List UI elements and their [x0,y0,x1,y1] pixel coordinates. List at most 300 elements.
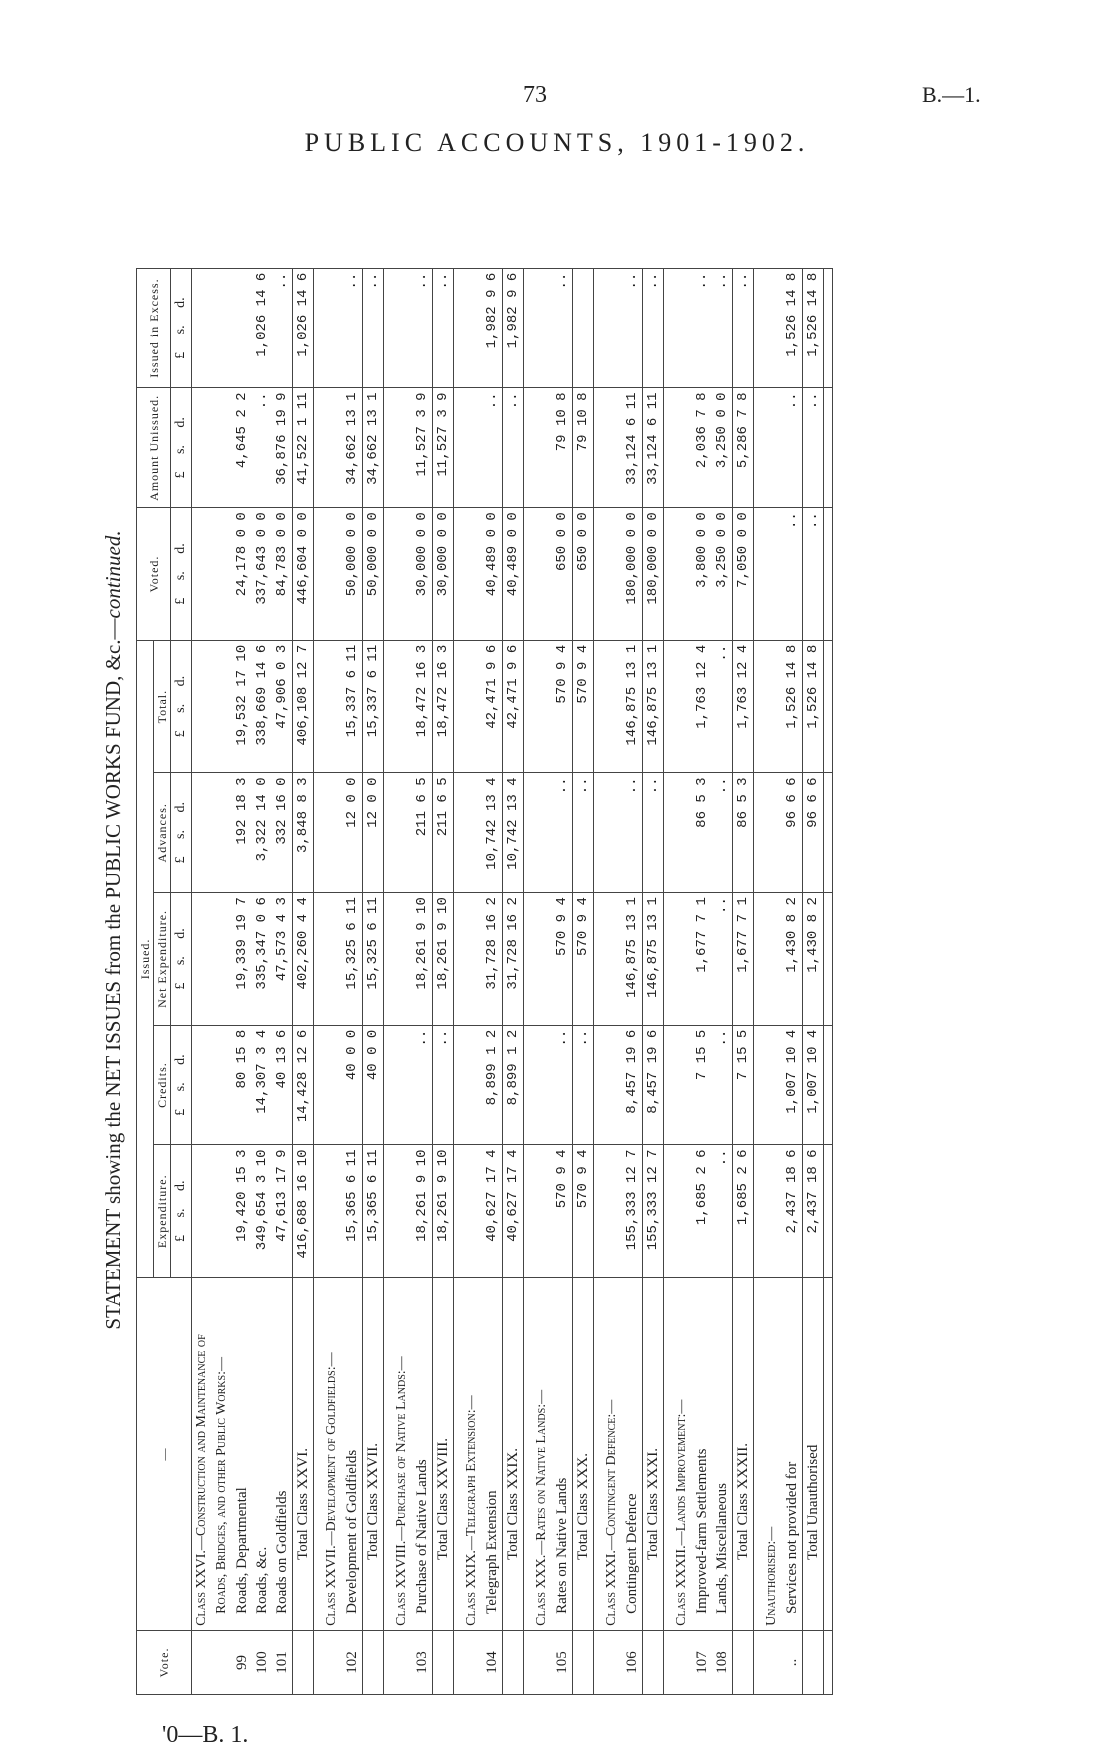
total-expenditure-value: 155,333 12 7 [643,1145,664,1278]
voted-value: 3,800 0 0 [692,508,712,641]
spacer-cell [384,508,393,641]
empty-cell [212,1025,232,1145]
expenditure-value: 19,420 15 3 [232,1145,252,1278]
total-value: 146,875 13 1 [622,640,643,773]
group-spacer [824,166,833,1695]
row-description: Roads on Goldfields [272,1278,293,1631]
empty-cell [672,773,692,893]
table-row [232,166,252,1695]
advances-value: 12 0 0 [342,773,363,893]
unissued-value: 36,876 19 9 [272,388,293,508]
empty-cell [322,1025,342,1145]
unissued-value: .. [482,388,503,508]
voted-value: 3,250 0 0 [712,508,733,641]
net-value: 1,430 8 2 [782,893,803,1026]
spacer-cell [384,893,393,1026]
expenditure-value: 15,365 6 11 [342,1145,363,1278]
vote-number: 103 [412,1630,433,1694]
advances-value: 192 18 3 [232,773,252,893]
vote-number: 107 [692,1630,712,1694]
spacer-cell [664,388,673,508]
total-credits-value: 7 15 5 [733,1025,754,1145]
net-expenditure-header: Net Expenditure. [154,893,171,1026]
class-total-row [573,166,594,1695]
total-label: Total Class XXXII. [733,1278,754,1631]
spacer-cell [824,388,833,508]
spacer-cell [664,508,673,641]
vote-cell [322,1630,342,1694]
vote-cell [392,1630,412,1694]
net-value: 47,573 4 3 [272,893,293,1026]
empty-cell [192,508,213,641]
net-value: 31,728 16 2 [482,893,503,1026]
empty-cell [602,773,622,893]
total-label: Total Class XXIX. [503,1278,524,1631]
row-description: Improved-farm Settlements [692,1278,712,1631]
total-expenditure-value: 15,365 6 11 [363,1145,384,1278]
empty-cell [462,388,482,508]
empty-cell [192,1145,213,1278]
empty-cell [762,1145,782,1278]
total-advances-value: 12 0 0 [363,773,384,893]
empty-cell [532,388,552,508]
class-title: Class XXXI.—Contingent Defence:— [602,1278,622,1631]
excess-value: 1,026 14 6 [252,268,272,388]
advances-value: 10,742 13 4 [482,773,503,893]
excess-value: .. [712,268,733,388]
expenditure-value: 40,627 17 4 [482,1145,503,1278]
net-value: 335,347 0 6 [252,893,272,1026]
empty-cell [212,1145,232,1278]
empty-cell [672,268,692,388]
expenditure-value: 18,261 9 10 [412,1145,433,1278]
empty-cell [392,1145,412,1278]
class-total-row [803,166,824,1695]
vote-cell [532,1630,552,1694]
units-cell: £ s. d. [171,893,192,1026]
voted-value: .. [782,508,803,641]
vote-number: 100 [252,1630,272,1694]
total-value: 19,532 17 10 [232,640,252,773]
voted-value: 30,000 0 0 [412,508,433,641]
total-unissued-value: .. [803,388,824,508]
group-spacer [594,166,603,1695]
empty-cell [762,1025,782,1145]
row-description: Roads, Departmental [232,1278,252,1631]
vote-cell [462,1630,482,1694]
table-row [412,166,433,1695]
spacer-cell [454,1278,463,1631]
spacer-cell [454,388,463,508]
net-value: 19,339 19 7 [232,893,252,1026]
class-heading-row [322,166,342,1695]
table-row [482,166,503,1695]
total-credits-value: .. [433,1025,454,1145]
vote-cell [762,1630,782,1694]
voted-value: 24,178 0 0 [232,508,252,641]
total-expenditure-value: 416,688 16 10 [293,1145,314,1278]
empty-cell [762,268,782,388]
class-heading-row [212,166,232,1695]
empty-cell [192,268,213,388]
empty-cell [672,640,692,773]
spacer-cell [384,640,393,773]
empty-cell [462,893,482,1026]
empty-cell [762,773,782,893]
empty-cell [602,268,622,388]
empty-cell [462,773,482,893]
spacer-cell [664,773,673,893]
spacer-cell [824,1025,833,1145]
expenditure-value: 1,685 2 6 [692,1145,712,1278]
spacer-cell [754,508,763,641]
class-total-row [433,166,454,1695]
empty-cell [192,388,213,508]
total-total-value: 146,875 13 1 [643,640,664,773]
voted-value: 50,000 0 0 [342,508,363,641]
spacer-cell [314,1145,323,1278]
advances-value: 211 6 5 [412,773,433,893]
footer-signature: '0—B. 1. [162,1722,249,1748]
spacer-cell [664,1630,673,1694]
empty-cell [602,1145,622,1278]
spacer-cell [754,1025,763,1145]
class-total-row [503,166,524,1695]
empty-cell [532,893,552,1026]
voted-value: 180,000 0 0 [622,508,643,641]
spacer-cell [314,640,323,773]
empty-cell [762,508,782,641]
spacer-cell [664,1278,673,1631]
total-label: Total Class XXX. [573,1278,594,1631]
voted-header: Voted. [137,508,171,641]
excess-value: .. [692,268,712,388]
net-value: 146,875 13 1 [622,893,643,1026]
total-expenditure-value: 1,685 2 6 [733,1145,754,1278]
empty-cell [392,388,412,508]
class-title: Class XXVII.—Development of Goldfields:— [322,1278,342,1631]
net-value: 18,261 9 10 [412,893,433,1026]
spacer-cell [754,893,763,1026]
total-credits-value: 14,428 12 6 [293,1025,314,1145]
spacer-cell [524,388,533,508]
credits-value: .. [552,1025,573,1145]
total-label: Total Unauthorised [803,1278,824,1631]
total-total-value: 15,337 6 11 [363,640,384,773]
empty-cell [462,268,482,388]
total-credits-value: .. [573,1025,594,1145]
spacer-cell [524,773,533,893]
total-excess-value: 1,982 9 6 [503,268,524,388]
spacer-cell [454,508,463,641]
vote-number: 104 [482,1630,503,1694]
empty-cell [672,508,692,641]
spacer-cell [314,1278,323,1631]
spacer-cell [454,1025,463,1145]
class-heading-row [672,166,692,1695]
total-advances-value: .. [573,773,594,893]
row-description: Telegraph Extension [482,1278,503,1631]
credits-value: 1,007 10 4 [782,1025,803,1145]
class-total-row [363,166,384,1695]
advances-value: .. [622,773,643,893]
credits-value: 80 15 8 [232,1025,252,1145]
total-unissued-value: .. [503,388,524,508]
empty-cell [192,640,213,773]
empty-cell [322,893,342,1026]
table-row [342,166,363,1695]
rotated-statement-area [100,165,980,1695]
total-voted-value: 7,050 0 0 [733,508,754,641]
net-value: .. [712,893,733,1026]
total-total-value: 406,108 12 7 [293,640,314,773]
total-net-value: 402,260 4 4 [293,893,314,1026]
spacer-cell [524,1278,533,1631]
spacer-cell [824,508,833,641]
spacer-cell [384,388,393,508]
spacer-cell [594,893,603,1026]
spacer-cell [454,1145,463,1278]
excess-value: 1,526 14 8 [782,268,803,388]
spacer-cell [664,1025,673,1145]
spacer-cell [454,640,463,773]
spacer-cell [524,893,533,1026]
row-description: Purchase of Native Lands [412,1278,433,1631]
total-unissued-value: 34,662 13 1 [363,388,384,508]
spacer-cell [594,1025,603,1145]
table-row [692,166,712,1695]
total-label: Total Class XXXI. [643,1278,664,1631]
spacer-cell [594,1630,603,1694]
empty-cell [462,508,482,641]
unissued-value: 33,124 6 11 [622,388,643,508]
class-title: Class XXXII.—Lands Improvement:— [672,1278,692,1631]
total-label: Total Class XXVIII. [433,1278,454,1631]
empty-cell [392,773,412,893]
empty-cell [532,508,552,641]
issued-in-excess-header: Issued in Excess. [137,268,171,388]
total-unissued-value: 79 10 8 [573,388,594,508]
spacer-cell [824,1630,833,1694]
class-title-continued: Roads, Bridges, and other Public Works:— [212,1278,232,1631]
vote-number: 105 [552,1630,573,1694]
expenditure-value: 570 9 4 [552,1145,573,1278]
row-description: Rates on Native Lands [552,1278,573,1631]
spacer-cell [664,268,673,388]
advances-value: .. [712,773,733,893]
vote-cell [293,1630,314,1694]
class-total-row [733,166,754,1695]
empty-cell [392,893,412,1026]
vote-number: 106 [622,1630,643,1694]
table-row [272,166,293,1695]
total-advances-value: 3,848 8 3 [293,773,314,893]
total-expenditure-value: 2,437 18 6 [803,1145,824,1278]
empty-cell [322,388,342,508]
units-cell: £ s. d. [171,1145,192,1278]
row-description: Lands, Miscellaneous [712,1278,733,1631]
empty-cell [602,893,622,1026]
spacer-cell [384,1025,393,1145]
units-cell: £ s. d. [171,640,192,773]
spacer-cell [754,1630,763,1694]
spacer-cell [314,773,323,893]
voted-value: 84,783 0 0 [272,508,293,641]
table-row [622,166,643,1695]
spacer-cell [454,1630,463,1694]
vote-cell [643,1630,664,1694]
vote-header: Vote. [137,1630,192,1694]
vote-cell [363,1630,384,1694]
table-row [252,166,272,1695]
total-voted-value: 40,489 0 0 [503,508,524,641]
vote-cell [192,1630,213,1694]
total-excess-value: .. [733,268,754,388]
spacer-cell [384,1630,393,1694]
row-description: Development of Goldfields [342,1278,363,1631]
vote-number: 101 [272,1630,293,1694]
total-excess-value: 1,526 14 8 [803,268,824,388]
row-description: Services not provided for [782,1278,803,1631]
vote-cell [573,1630,594,1694]
total-credits-value: 40 0 0 [363,1025,384,1145]
empty-cell [322,640,342,773]
class-title: Class XXIX.—Telegraph Extension:— [462,1278,482,1631]
spacer-cell [454,773,463,893]
class-heading-row [602,166,622,1695]
table-row [712,166,733,1695]
spacer-cell [314,508,323,641]
spacer-cell [754,773,763,893]
total-label: Total Class XXVII. [363,1278,384,1631]
vote-cell [433,1630,454,1694]
total-header: Total. [154,640,171,773]
credits-value: .. [712,1025,733,1145]
spacer-cell [524,640,533,773]
total-unissued-value: 5,286 7 8 [733,388,754,508]
advances-value: 86 5 3 [692,773,712,893]
total-voted-value: 30,000 0 0 [433,508,454,641]
spacer-cell [664,893,673,1026]
row-description: Roads, &c. [252,1278,272,1631]
total-advances-value: 211 6 5 [433,773,454,893]
credits-value: 7 15 5 [692,1025,712,1145]
empty-cell [762,388,782,508]
empty-cell [392,268,412,388]
spacer-cell [314,1630,323,1694]
total-value: 1,763 12 4 [692,640,712,773]
empty-cell [462,640,482,773]
spacer-cell [664,640,673,773]
group-spacer [664,166,673,1695]
net-value: 15,325 6 11 [342,893,363,1026]
spacer-cell [524,1145,533,1278]
class-title: Class XXX.—Rates on Native Lands:— [532,1278,552,1631]
empty-cell [532,773,552,893]
class-title: Class XXVIII.—Purchase of Native Lands:— [392,1278,412,1631]
units-cell: £ s. d. [171,1025,192,1145]
voted-value: 650 0 0 [552,508,573,641]
table-row [552,166,573,1695]
vote-cell [672,1630,692,1694]
page-number: 73 [523,82,547,108]
empty-cell [672,388,692,508]
advances-header: Advances. [154,773,171,893]
row-description: Contingent Defence [622,1278,643,1631]
expenditure-value: 349,654 3 10 [252,1145,272,1278]
class-heading-row [392,166,412,1695]
unissued-value: 79 10 8 [552,388,573,508]
spacer-cell [524,1025,533,1145]
spacer-cell [824,1145,833,1278]
excess-value: .. [412,268,433,388]
spacer-cell [664,1145,673,1278]
empty-cell [672,1145,692,1278]
expenditure-value: .. [712,1145,733,1278]
spacer-cell [824,893,833,1026]
empty-cell [322,268,342,388]
excess-value: .. [552,268,573,388]
total-value: 570 9 4 [552,640,573,773]
total-excess-value: .. [643,268,664,388]
total-total-value: 1,526 14 8 [803,640,824,773]
total-total-value: 18,472 16 3 [433,640,454,773]
empty-cell [212,388,232,508]
units-cell: £ s. d. [171,268,192,388]
excess-value: 1,982 9 6 [482,268,503,388]
advances-value: 3,322 14 0 [252,773,272,893]
credits-value: 8,899 1 2 [482,1025,503,1145]
empty-cell [462,1025,482,1145]
class-title: Unauthorised:— [762,1278,782,1631]
empty-cell [762,893,782,1026]
excess-value: .. [272,268,293,388]
credits-value: 40 13 6 [272,1025,293,1145]
excess-value: .. [622,268,643,388]
spacer-cell [384,1145,393,1278]
total-value: 47,906 0 3 [272,640,293,773]
spacer-cell [524,268,533,388]
vote-number: .. [782,1630,803,1694]
class-title: Class XXVI.—Construction and Maintenance of [192,1278,213,1631]
spacer-cell [754,388,763,508]
table-body [192,166,833,1695]
spacer-cell [454,268,463,388]
spacer-cell [754,1145,763,1278]
total-excess-value [573,268,594,388]
empty-cell [602,508,622,641]
excess-value [232,268,252,388]
total-unissued-value: 41,522 1 11 [293,388,314,508]
total-expenditure-value: 40,627 17 4 [503,1145,524,1278]
total-advances-value: 86 5 3 [733,773,754,893]
spacer-cell [824,773,833,893]
empty-cell [532,1145,552,1278]
total-expenditure-value: 570 9 4 [573,1145,594,1278]
total-net-value: 570 9 4 [573,893,594,1026]
vote-cell [503,1630,524,1694]
total-voted-value: .. [803,508,824,641]
spacer-cell [594,1145,603,1278]
empty-cell [672,893,692,1026]
group-spacer [384,166,393,1695]
empty-cell [392,1025,412,1145]
vote-number: 99 [232,1630,252,1694]
expenditure-value: 47,613 17 9 [272,1145,293,1278]
group-spacer [454,166,463,1695]
expenditure-value: 2,437 18 6 [782,1145,803,1278]
advances-value: 96 6 6 [782,773,803,893]
